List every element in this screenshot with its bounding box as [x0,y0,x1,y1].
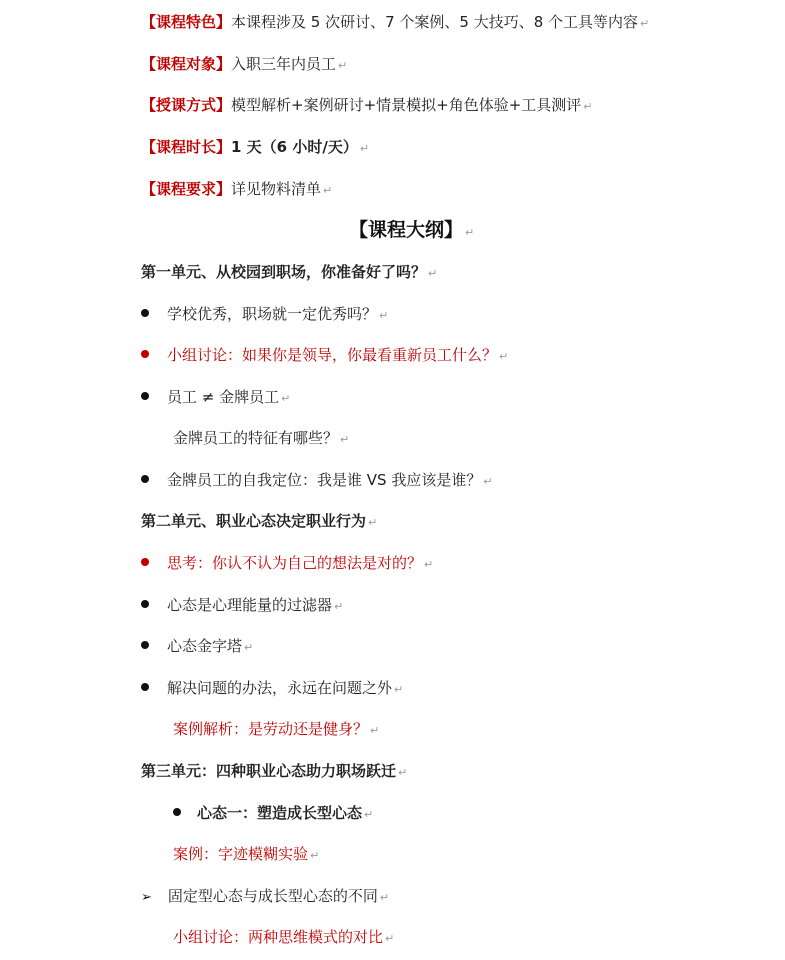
return-arrow-mark-icon: ↵ [394,683,404,696]
list-item [141,678,403,700]
list-item-text: 解决问题的办法，永远在问题之外 [167,679,393,697]
return-arrow-mark-icon: ↵ [424,558,434,571]
list-item-text: 心态金字塔 [167,637,243,655]
return-arrow-mark-icon: ↵ [368,516,378,529]
course-requirements-label: 【课程要求】 [141,180,232,198]
list-item-text: 思考：你认不认为自己的想法是对的？ [167,554,423,572]
list-item [173,719,379,741]
return-arrow-mark-icon: ↵ [428,267,438,280]
list-item-text: 小组讨论：两种思维模式的对比 [173,928,384,946]
list-item [141,387,290,409]
black-circle-bullet-icon [141,392,149,400]
list-item [141,886,389,908]
list-item [173,844,319,866]
return-arrow-mark-icon: ↵ [398,766,408,779]
return-arrow-mark-icon: ↵ [379,309,389,322]
list-item-text: 心态是心理能量的过滤器 [167,596,333,614]
unit3-heading-text: 第三单元：四种职业心态助力职场跃迁 [141,762,397,780]
list-item [173,927,394,949]
return-arrow-mark-icon: ↵ [379,891,390,904]
course-features-text: 本课程涉及 5 次研讨、7 个案例、5 大技巧、8 个工具等内容 [231,13,639,31]
course-duration-label: 【课程时长】 [141,138,232,156]
list-item-text: 案例解析：是劳动还是健身？ [173,720,369,738]
list-item-text: 固定型心态与成长型心态的不同 [167,887,378,905]
course-requirements [141,179,332,201]
course-requirements-text: 详见物料清单 [231,180,322,198]
course-duration-text: 1 天（6 小时/天） [231,138,358,156]
outline-title [349,218,474,245]
arrowhead-bullet-icon: ➢ [141,890,152,905]
unit1-heading [141,262,437,284]
black-circle-bullet-icon [141,309,149,317]
return-arrow-mark-icon: ↵ [370,724,380,737]
course-features [141,12,649,34]
return-arrow-mark-icon: ↵ [244,641,254,654]
course-method [141,95,593,117]
course-features-label: 【课程特色】 [141,13,232,31]
list-item [141,636,253,658]
course-audience-text: 入职三年内员工 [231,55,337,73]
black-circle-bullet-icon [173,808,181,816]
list-item-text: 金牌员工的自我定位：我是谁 VS 我应该是谁？ [167,471,482,489]
course-audience [141,54,347,76]
list-item [141,304,388,326]
black-circle-bullet-icon [141,683,149,691]
course-method-text: 模型解析+案例研讨+情景模拟+角色体验+工具测评 [231,96,582,114]
return-arrow-mark-icon: ↵ [465,226,475,239]
return-arrow-mark-icon: ↵ [483,475,493,488]
outline-title-text: 【课程大纲】 [349,219,464,241]
list-item [141,470,493,492]
return-arrow-mark-icon: ↵ [359,142,370,155]
return-arrow-mark-icon: ↵ [340,433,350,446]
list-item-text: 小组讨论：如果你是领导，你最看重新员工什么？ [167,346,498,364]
black-circle-bullet-icon [141,641,149,649]
list-item [173,428,349,450]
course-duration [141,137,369,159]
list-item [141,595,343,617]
return-arrow-mark-icon: ↵ [281,392,291,405]
list-item-text: 案例：字迹模糊实验 [173,845,309,863]
unit2-heading [141,511,377,533]
unit3-heading [141,761,407,783]
return-arrow-mark-icon: ↵ [583,100,593,113]
return-arrow-mark-icon: ↵ [364,808,374,821]
return-arrow-mark-icon: ↵ [499,350,509,363]
red-circle-bullet-icon [141,350,149,358]
list-item [141,345,508,367]
list-item-text: 心态一：塑造成长型心态 [197,804,363,822]
return-arrow-mark-icon: ↵ [334,600,344,613]
return-arrow-mark-icon: ↵ [338,59,348,72]
course-audience-label: 【课程对象】 [141,55,232,73]
list-item [173,803,373,825]
return-arrow-mark-icon: ↵ [323,184,333,197]
list-item-text: 学校优秀，职场就一定优秀吗？ [167,305,378,323]
red-circle-bullet-icon [141,558,149,566]
list-item [141,553,433,575]
black-circle-bullet-icon [141,600,149,608]
course-method-label: 【授课方式】 [141,96,232,114]
return-arrow-mark-icon: ↵ [640,17,650,30]
list-item-text: 金牌员工的特征有哪些？ [173,429,339,447]
return-arrow-mark-icon: ↵ [310,849,320,862]
list-item-text: 员工 ≠ 金牌员工 [167,388,280,406]
return-arrow-mark-icon: ↵ [385,932,395,945]
unit1-heading-text: 第一单元、从校园到职场，你准备好了吗？ [141,263,427,281]
black-circle-bullet-icon [141,475,149,483]
unit2-heading-text: 第二单元、职业心态决定职业行为 [141,512,367,530]
